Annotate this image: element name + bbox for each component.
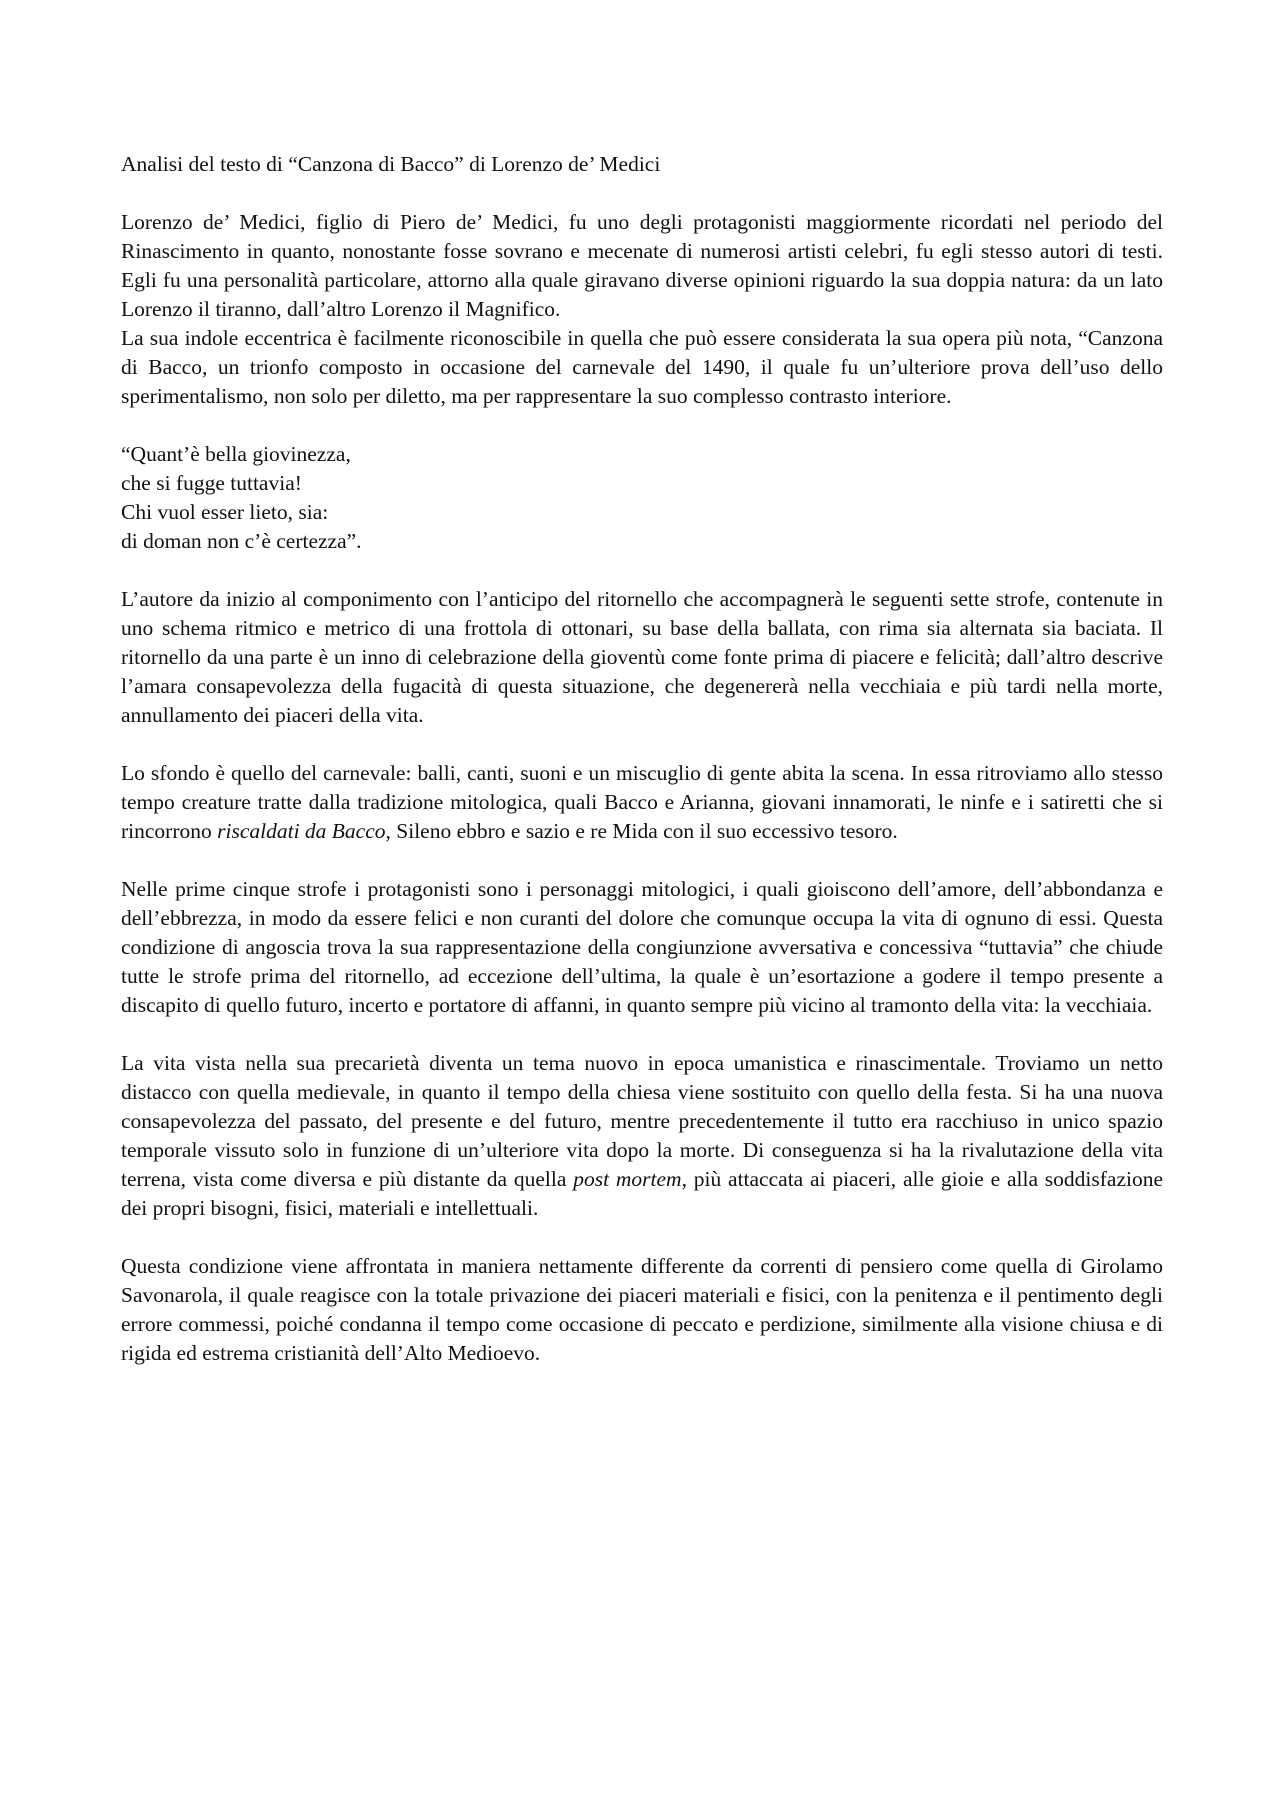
poem-line: “Quant’è bella giovinezza, [121, 442, 351, 466]
poem-quote [121, 440, 1163, 556]
document-title: Analisi del testo di “Canzona di Bacco” di Lorenzo de’ Medici [121, 152, 661, 176]
paragraph-precarieta-text-a: La vita vista nella sua precarietà diventa un tema nuovo in epoca umanistica e rinascimentale. Troviamo un netto distacco con quella medievale, in quanto il tempo della chiesa viene sostituito con quello della festa. Si ha una nuova consapevolezza del passato, del presente e del futuro, mentre precedentemente il tutto era racchiuso in unico spazio temporale vissuto solo in funzione di un’ulteriore vita dopo la morte. Di conseguenza si ha la rivalutazione della vita terrena, vista come diversa e più distante da quella [121, 1051, 1163, 1191]
paragraph-carnevale-italic: riscaldati da Bacco [217, 819, 386, 843]
document-page [121, 150, 1163, 1397]
poem-line: di doman non c’è certezza”. [121, 529, 362, 553]
paragraph-carnevale-text-b: , Sileno ebbro e sazio e re Mida con il suo eccessivo tesoro. [385, 819, 898, 843]
poem-line: Chi vuol esser lieto, sia: [121, 500, 329, 524]
paragraph-ritornello: L’autore da inizio al componimento con l’anticipo del ritornello che accompagnerà le seguenti sette strofe, contenute in uno schema ritmico e metrico di una frottola di ottonari, su base della ballata, con rima sia alternata sia baciata. Il ritornello da una parte è un inno di celebrazione della gioventù come fonte prima di piacere e felicità; dall’altro descrive l’amara consapevolezza della fugacità di questa situazione, che degenererà nella vecchiaia e più tardi nella morte, annullamento dei piaceri della vita. [121, 587, 1163, 727]
poem-line: che si fugge tuttavia! [121, 471, 302, 495]
paragraph-precarieta-italic: post mortem [573, 1167, 682, 1191]
paragraph-strofe: Nelle prime cinque strofe i protagonisti sono i personaggi mitologici, i quali gioiscono dell’amore, dell’abbondanza e dell’ebbrezza, in modo da essere felici e non curanti del dolore che comunque occupa la vita di ognuno di essi. Questa condizione di angoscia trova la sua rappresentazione della congiunzione avversativa e concessiva “tuttavia” che chiude tutte le strofe prima del ritornello, ad eccezione dell’ultima, la quale è un’esortazione a godere il tempo presente a discapito di quello futuro, incerto e portatore di affanni, in quanto sempre più vicino al tramonto della vita: la vecchiaia. [121, 877, 1163, 1017]
paragraph-precarieta-text-b: , più attaccata ai piaceri, alle gioie e alla soddisfazione dei propri bisogni, fisici, materiali e intellettuali. [121, 1167, 1164, 1220]
paragraph-opera: La sua indole eccentrica è facilmente riconoscibile in quella che può essere considerata la sua opera più nota, “Canzona di Bacco, un trionfo composto in occasione del carnevale del 1490, il quale fu un’ulteriore prova dell’uso dello sperimentalismo, non solo per diletto, ma per rappresentare la suo complesso contrasto interiore. [121, 326, 1163, 408]
paragraph-precarieta [121, 1049, 1163, 1223]
paragraph-savonarola: Questa condizione viene affrontata in maniera nettamente differente da correnti di pensiero come quella di Girolamo Savonarola, il quale reagisce con la totale privazione dei piaceri materiali e fisici, con la penitenza e il pentimento degli errore commessi, poiché condanna il tempo come occasione di peccato e perdizione, similmente alla visione chiusa e di rigida ed estrema cristianità dell’Alto Medioevo. [121, 1254, 1163, 1365]
paragraph-carnevale-text-a: Lo sfondo è quello del carnevale: balli, canti, suoni e un miscuglio di gente abita la scena. In essa ritroviamo allo stesso tempo creature tratte dalla tradizione mitologica, quali Bacco e Arianna, giovani innamorati, le ninfe e i satiretti che si rincorrono [121, 761, 1163, 843]
paragraph-carnevale [121, 759, 1163, 846]
paragraph-intro: Lorenzo de’ Medici, figlio di Piero de’ Medici, fu uno degli protagonisti maggiormente ricordati nel periodo del Rinascimento in quanto, nonostante fosse sovrano e mecenate di numerosi artisti celebri, fu egli stesso autori di testi. Egli fu una personalità particolare, attorno alla quale giravano diverse opinioni riguardo la sua doppia natura: da un lato Lorenzo il tiranno, dall’altro Lorenzo il Magnifico. [121, 210, 1163, 321]
